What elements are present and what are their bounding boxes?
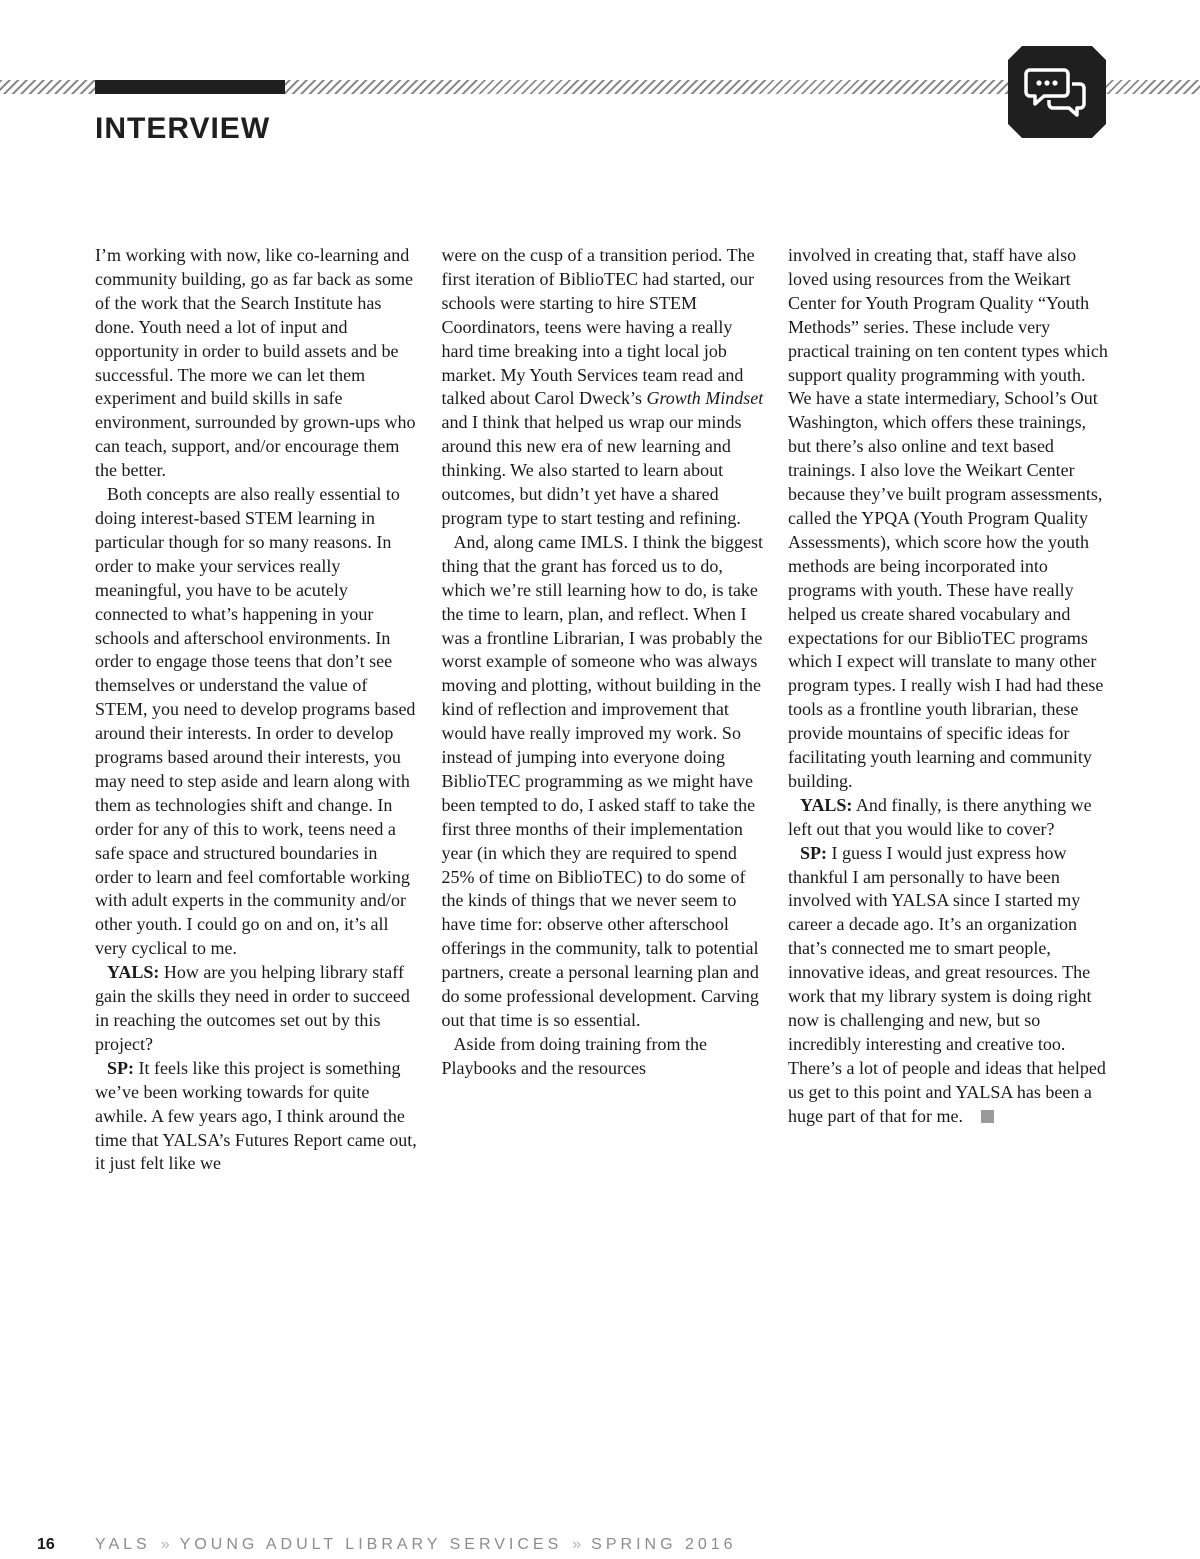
column-2: [442, 244, 764, 1176]
paragraph: involved in creating that, staff have also loved using resources from the Weikart Center for Youth Program Quality “Youth Methods” series. These include very practical training on ten content types which support quality programming with youth. We have a state intermediary, School’s Out Washington, which offers these trainings, but there’s also online and text based trainings. I also love the Weikart Center because they’ve built program assessments, called the YPQA (Youth Program Quality Assessments), which score how the youth methods are being incorporated into programs with youth. These have really helped us create shared vocabulary and expectations for our BiblioTEC programs which I expect will translate to many other program types. I really wish I had had these tools as a frontline youth librarian, these provide mountains of specific ideas for facilitating youth learning and community building.: [788, 245, 1108, 791]
answer-text: I guess I would just express how thankful I am personally to have been involved with YALSA since I started my career a decade ago. It’s an organization that’s connected me to smart people, innovative ideas, and great resources. The work that my library system is doing right now is challenging and new, but so incredibly interesting and creative too. There’s a lot of people and ideas that helped us get to this point and YALSA has been a huge part of that for me.: [788, 842, 1106, 1126]
interview-badge: [1008, 46, 1106, 138]
article-columns: [95, 244, 1110, 1176]
column-1: [95, 244, 417, 1176]
speech-bubbles-icon: [1024, 64, 1090, 120]
header-accent-bar: [95, 80, 285, 94]
paragraph: I’m working with now, like co-learning and community building, go as far back as some of the work that the Search Institute has done. Youth need a lot of input and opportunity in order to build assets and be successful. The more we can let them experiment and build skills in safe environment, surrounded by grown-ups who can teach, support, and/or encourage them the better.: [95, 245, 416, 481]
section-title: INTERVIEW: [95, 112, 271, 145]
speaker-label: YALS:: [107, 962, 160, 983]
footer-separator: »: [572, 1536, 582, 1553]
publication-full: YOUNG ADULT LIBRARY SERVICES: [179, 1536, 563, 1553]
question-text: And finally, is there anything we left out that you would like to cover?: [788, 794, 1092, 839]
speaker-label: SP:: [107, 1057, 134, 1078]
answer-text: It feels like this project is something we’ve been working towards for quite awhile. A few years ago, I think around the time that YALSA’s Futures Report came out, it just felt like we: [95, 1057, 417, 1174]
column-3: [788, 244, 1110, 1176]
book-title: Growth Mindset: [646, 388, 764, 409]
paragraph: [442, 244, 764, 531]
footer-separator: »: [160, 1536, 170, 1553]
speaker-label: YALS:: [800, 794, 853, 815]
paragraph: Both concepts are also really essential to doing interest-based STEM learning in particular though for so many reasons. In order to make your services really meaningful, you have to be acutely connected to what’s happening in your schools and afterschool environments. In order to engage those teens that don’t see themselves or understand the value of STEM, you need to develop programs based around their interests. In order to develop programs based around their interests, you may need to step aside and learn along with them as technologies shift and change. In order for any of this to work, teens need a safe space and structured boundaries in order to learn and feel comfortable working with adult experts in the community and/or other youth. I could go on and on, it’s all very cyclical to me.: [95, 484, 416, 959]
paragraph: Aside from doing training from the Playbooks and the resources: [441, 1033, 707, 1078]
answer-paragraph: [95, 1057, 417, 1177]
speaker-label: SP:: [800, 842, 827, 863]
paragraph: And, along came IMLS. I think the biggest thing that the grant has forced us to do, which we’re still learning how to do, is take the time to learn, plan, and reflect. When I was a frontline Librarian, I was probably the worst example of someone who was always moving and plotting, without building in the kind of reflection and improvement that would have really improved my work. So instead of jumping into everyone doing BiblioTEC programming as we might have been tempted to do, I asked staff to take the first three months of their implementation year (in which they are required to spend 25% of time on BiblioTEC) to do some of the kinds of things that we never seem to have time for: observe other afterschool offerings in the community, talk to potential partners, create a personal learning plan and do some professional development. Carving out that time is so essential.: [441, 531, 763, 1030]
page-footer: [37, 1536, 737, 1554]
page-number: 16: [37, 1536, 55, 1553]
answer-paragraph: [788, 842, 1110, 1129]
publication-short: YALS: [95, 1536, 151, 1553]
question-paragraph: [788, 794, 1110, 842]
running-footer: [95, 1536, 737, 1554]
question-text: How are you helping library staff gain the skills they need in order to succeed in reaching the outcomes set out by this project?: [95, 962, 410, 1054]
question-paragraph: [95, 961, 417, 1057]
paragraph-text: and I think that helped us wrap our minds around this new era of new learning and thinking. We also started to learn about outcomes, but didn’t yet have a shared program type to start testing and refining.: [441, 412, 742, 528]
paragraph-text: were on the cusp of a transition period. The first iteration of BiblioTEC had started, our schools were starting to hire STEM Coordinators, teens were having a really hard time breaking into a tight local job market. My Youth Services team read and talked about Carol Dweck’s: [441, 245, 755, 409]
issue-date: SPRING 2016: [591, 1536, 737, 1553]
end-of-article-mark: [981, 1110, 994, 1123]
